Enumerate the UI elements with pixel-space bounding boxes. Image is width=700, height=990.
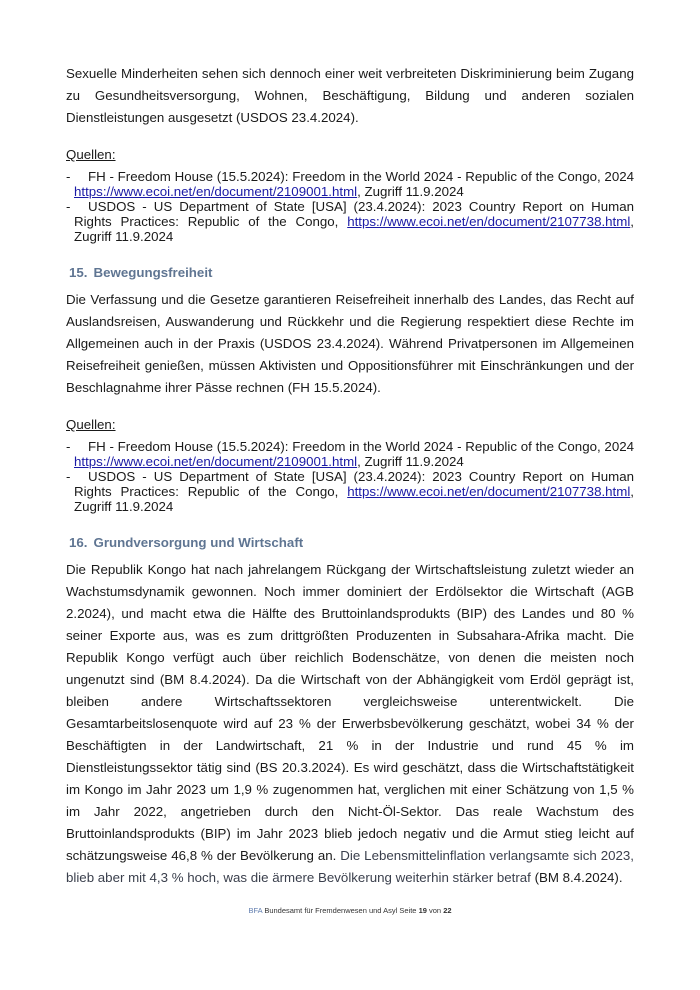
section-heading-grundversorgung: 16. Grundversorgung und Wirtschaft <box>69 535 304 550</box>
page-total: 22 <box>443 906 452 915</box>
bfa-logo: BFA <box>248 906 263 915</box>
source-link-fh[interactable]: https://www.ecoi.net/en/document/2109001.html <box>74 184 358 199</box>
sources-label: Quellen: <box>66 417 116 432</box>
page-number: 19 <box>418 906 427 915</box>
intro-paragraph: Sexuelle Minderheiten sehen sich dennoch einer weit verbreiteten Diskriminierung beim Zugang zu Gesundheitsversorgung, Wohnen, Beschäftigung, Bildung und anderen sozialen Dienstleistungen ausgesetzt (USDOS 23.4.2024). <box>66 66 634 125</box>
document-page <box>66 63 634 889</box>
sources-label: Quellen: <box>66 147 116 162</box>
bewegungsfreiheit-paragraph: Die Verfassung und die Gesetze garantieren Reisefreiheit innerhalb des Landes, das Recht auf Auslandsreisen, Auswanderung und Rückkehr und die Regierung respektiert diese Rechte im Allgemeinen auch in der Praxis (USDOS 23.4.2024). Während Privatpersonen im Allgemeinen Reisefreiheit genießen, müssen Aktivisten und Oppositionsführer mit Einschränkungen und der Beschlagnahme ihrer Pässe rechnen (FH 15.5.2024). <box>66 292 634 395</box>
source-item-usdos: - USDOS - US Department of State [USA] (23.4.2024): 2023 Country Report on Human Rights Practices: Republic of the Congo, https://www.ecoi.net/en/document/2107738.html, Zugriff 11.9.2024 <box>66 469 634 514</box>
source-item-usdos: - USDOS - US Department of State [USA] (23.4.2024): 2023 Country Report on Human Rights Practices: Republic of the Congo, https://www.ecoi.net/en/document/2107738.html, Zugriff 11.9.2024 <box>66 199 634 244</box>
section-heading-bewegungsfreiheit: 15. Bewegungsfreiheit <box>69 265 213 280</box>
source-item-fh: - FH - Freedom House (15.5.2024): Freedom in the World 2024 - Republic of the Congo, 2024 https://www.ecoi.net/en/document/2109001.html, Zugriff 11.9.2024 <box>66 439 634 469</box>
source-item-fh: - FH - Freedom House (15.5.2024): Freedom in the World 2024 - Republic of the Congo, 2024 https://www.ecoi.net/en/document/2109001.html, Zugriff 11.9.2024 <box>66 169 634 199</box>
page-footer: BFA Bundesamt für Fremdenwesen und Asyl Seite 19 von 22 <box>248 906 452 915</box>
source-link-usdos[interactable]: https://www.ecoi.net/en/document/2107738.html <box>347 214 631 229</box>
source-link-fh[interactable]: https://www.ecoi.net/en/document/2109001.html <box>74 454 358 469</box>
sources-list <box>66 439 634 514</box>
grundversorgung-paragraph: Die Republik Kongo hat nach jahrelangem Rückgang der Wirtschaftsleistung zuletzt wieder an Wachstumsdynamik gewonnen. Noch immer dominiert der Erdölsektor die Wirtschaft (AGB 2.2024), und macht etwa die Hälfte des Bruttoinlandsprodukts (BIP) des Landes und 80 % seiner Exporte aus, was es zum drittgrößten Produzenten in Subsahara-Afrika macht. Die Republik Kongo verfügt auch über reichlich Bodenschätze, von denen die meisten noch ungenutzt sind (BM 8.4.2024). Da die Wirtschaft von der Abhängigkeit vom Erdöl geprägt ist, bleiben andere Wirtschaftssektoren vergleichsweise unterentwickelt. Die Gesamtarbeitslosenquote wird auf 23 % der Erwerbsbevölkerung geschätzt, wobei 34 % der Beschäftigten in der Landwirtschaft, 21 % in der Industrie und rund 45 % im Dienstleistungssektor tätig sind (BS 20.3.2024). Es wird geschätzt, dass die Wirtschaftstätigkeit im Kongo im Jahr 2023 um 1,9 % zugenommen hat, verglichen mit einer Schätzung von 1,5 % im Jahr 2022, angetrieben durch den Nicht-Öl-Sektor. Das reale Wachstum des Bruttoinlandsprodukts (BIP) im Jahr 2023 blieb jedoch negativ und die Armut stieg leicht auf schätzungsweise 46,8 % der Bevölkerung an. Die Lebensmittelinflation verlangsamte sich 2023, blieb aber mit 4,3 % hoch, was die ärmere Bevölkerung weiterhin stärker betraf (BM 8.4.2024). <box>66 562 634 885</box>
sources-list <box>66 169 634 244</box>
source-link-usdos[interactable]: https://www.ecoi.net/en/document/2107738.html <box>347 484 631 499</box>
